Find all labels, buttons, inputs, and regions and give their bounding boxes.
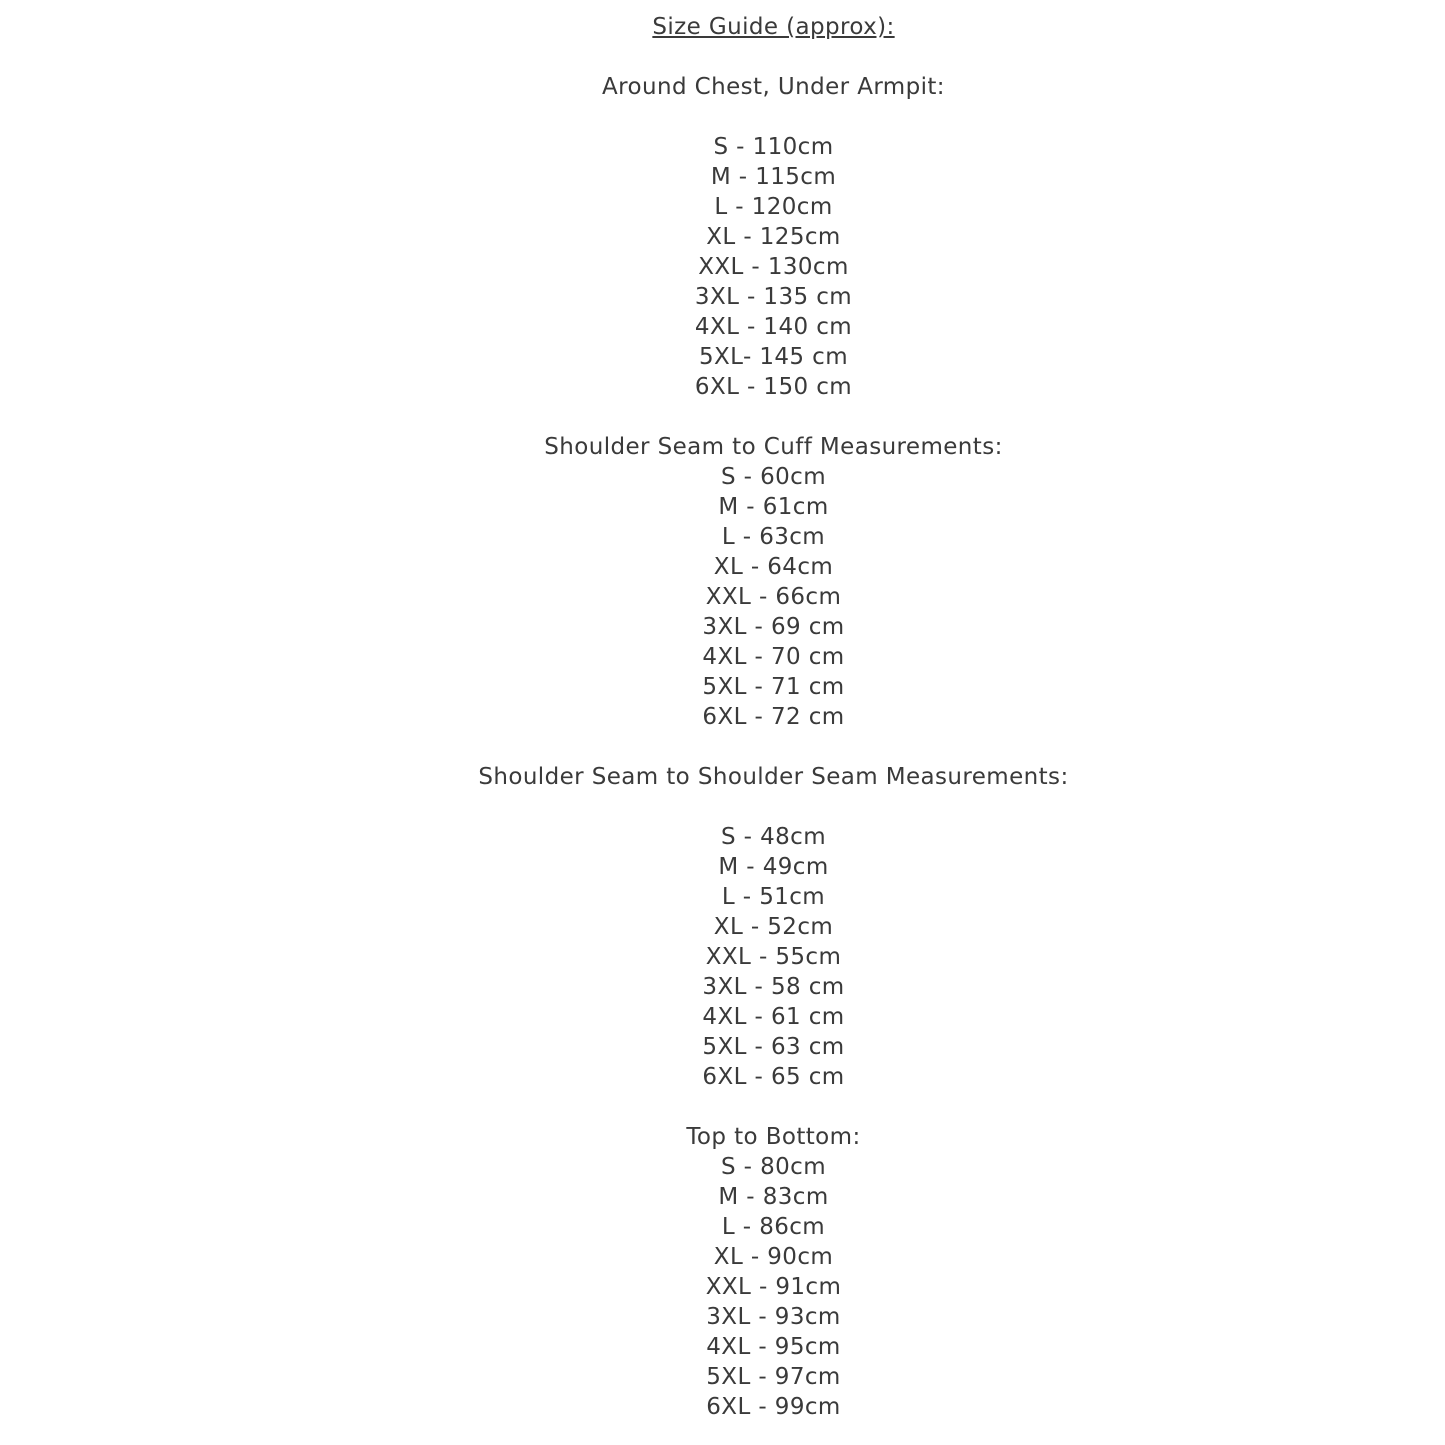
section-heading: Shoulder Seam to Shoulder Seam Measurements:: [478, 764, 1069, 790]
blank-line: [102, 732, 1445, 762]
size-measurement-row: XXL - 130cm: [698, 254, 849, 280]
size-measurement-row: 6XL - 150 cm: [694, 374, 853, 400]
size-measurement-row: 3XL - 58 cm: [702, 974, 845, 1000]
section-heading: Shoulder Seam to Cuff Measurements:: [544, 434, 1003, 460]
size-measurement-row: S - 80cm: [720, 1154, 827, 1180]
size-measurement-row: 4XL - 70 cm: [702, 644, 845, 670]
size-measurement-row: S - 110cm: [713, 134, 834, 160]
size-measurement-row: XL - 125cm: [706, 224, 841, 250]
size-measurement-row: 3XL - 135 cm: [694, 284, 853, 310]
size-measurement-row: L - 51cm: [721, 884, 826, 910]
size-measurement-row: 5XL- 145 cm: [698, 344, 849, 370]
size-measurement-row: XXL - 55cm: [705, 944, 842, 970]
size-measurement-row: 3XL - 69 cm: [702, 614, 845, 640]
size-measurement-row: M - 61cm: [718, 494, 829, 520]
blank-line: [102, 1092, 1445, 1122]
size-measurement-row: 5XL - 63 cm: [702, 1034, 845, 1060]
size-measurement-row: S - 48cm: [720, 824, 827, 850]
size-measurement-row: 4XL - 140 cm: [694, 314, 853, 340]
size-measurement-row: 4XL - 61 cm: [702, 1004, 845, 1030]
size-measurement-row: 6XL - 72 cm: [702, 704, 845, 730]
section-heading: Around Chest, Under Armpit:: [602, 74, 945, 100]
size-measurement-row: L - 120cm: [714, 194, 833, 220]
size-measurement-row: 4XL - 95cm: [706, 1334, 841, 1360]
section-heading: Top to Bottom:: [686, 1124, 861, 1150]
size-measurement-row: 3XL - 93cm: [706, 1304, 841, 1330]
sections-container: [102, 72, 1445, 1422]
blank-line: [102, 102, 1445, 132]
blank-line: [102, 42, 1445, 72]
blank-line: [102, 402, 1445, 432]
size-measurement-row: XXL - 66cm: [705, 584, 842, 610]
size-measurement-row: XL - 52cm: [713, 914, 834, 940]
size-measurement-row: XL - 64cm: [713, 554, 834, 580]
blank-line: [102, 792, 1445, 822]
size-measurement-row: 6XL - 65 cm: [702, 1064, 845, 1090]
page-title: Size Guide (approx):: [652, 14, 895, 40]
size-measurement-row: S - 60cm: [720, 464, 827, 490]
size-measurement-row: M - 83cm: [718, 1184, 829, 1210]
size-measurement-row: XXL - 91cm: [705, 1274, 842, 1300]
size-measurement-row: 5XL - 71 cm: [702, 674, 845, 700]
size-measurement-row: L - 63cm: [721, 524, 826, 550]
size-measurement-row: 6XL - 99cm: [706, 1394, 841, 1420]
size-measurement-row: L - 86cm: [721, 1214, 826, 1240]
size-measurement-row: 5XL - 97cm: [706, 1364, 841, 1390]
size-measurement-row: M - 49cm: [718, 854, 829, 880]
size-measurement-row: M - 115cm: [710, 164, 837, 190]
size-measurement-row: XL - 90cm: [713, 1244, 834, 1270]
